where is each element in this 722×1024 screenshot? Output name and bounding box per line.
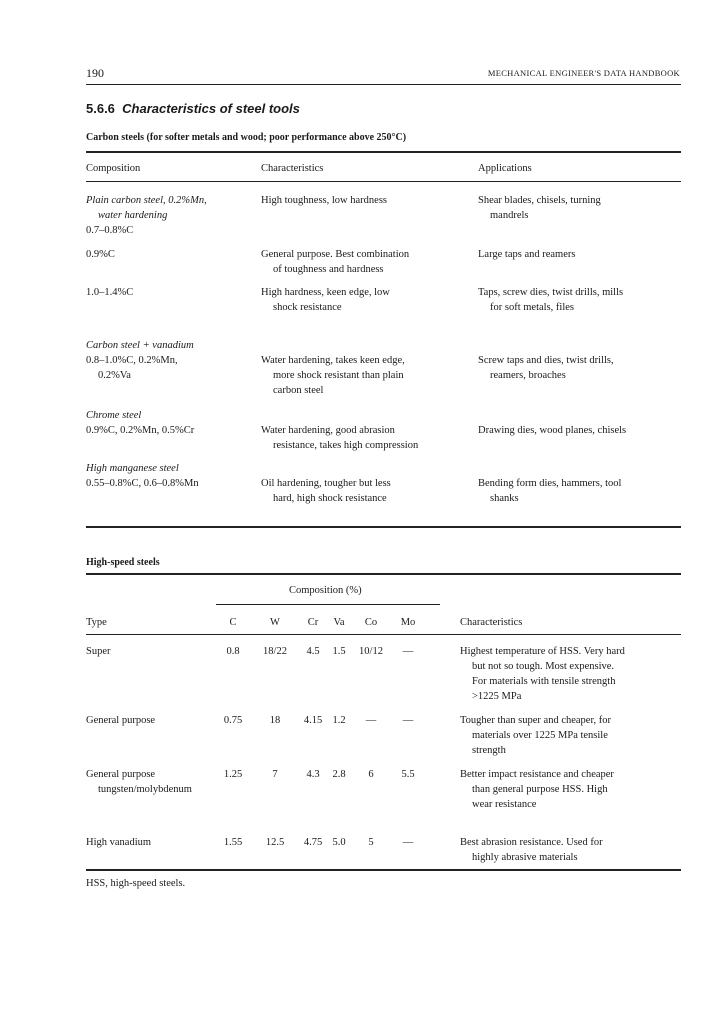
characteristics-cell: Better impact resistance and cheaper than general purpose HSS. High wear resistance xyxy=(460,769,614,810)
column-header-composition: Composition xyxy=(86,163,141,174)
applications-cell: Screw taps and dies, twist drills, reamers, broaches xyxy=(478,355,614,381)
table-row: High vanadium xyxy=(86,837,152,848)
characteristics-cell: Oil hardening, tougher but less hard, high shock resistance xyxy=(261,478,391,504)
high-speed-steels-heading: High-speed steels xyxy=(86,557,160,568)
table-rule xyxy=(86,573,681,575)
table-rule xyxy=(86,181,681,182)
characteristics-cell: Water hardening, takes keen edge, more shock resistant than plain carbon steel xyxy=(261,355,405,396)
value-co: 6 xyxy=(368,769,374,780)
column-header-applications: Applications xyxy=(478,163,532,174)
column-header-characteristics: Characteristics xyxy=(261,163,324,174)
value-cr: 4.3 xyxy=(306,769,320,780)
value-cr: 4.75 xyxy=(303,837,323,848)
column-header-va: Va xyxy=(333,617,345,628)
characteristics-cell: High hardness, keen edge, low shock resistance xyxy=(261,287,390,313)
column-header-mo: Mo xyxy=(400,617,416,628)
value-mo: — xyxy=(402,715,414,726)
table-row: Plain carbon steel, 0.2%Mn, water hardening 0.7–0.8%C xyxy=(86,195,207,236)
value-co: 5 xyxy=(368,837,374,848)
value-co: — xyxy=(365,715,377,726)
row-label: Chrome steel xyxy=(86,410,142,421)
column-header-type: Type xyxy=(86,617,107,628)
characteristics-cell: General purpose. Best combination of toughness and hardness xyxy=(261,249,410,275)
table-row: 1.0–1.4%C xyxy=(86,287,134,298)
value-va: 5.0 xyxy=(332,837,346,848)
running-title: MECHANICAL ENGINEER'S DATA HANDBOOK xyxy=(487,68,680,78)
value-w: 7 xyxy=(272,769,278,780)
table-row: General purpose xyxy=(86,715,156,726)
page-number: 190 xyxy=(86,66,104,80)
row-label: Carbon steel + vanadium xyxy=(86,340,194,351)
characteristics-cell: Water hardening, good abrasion resistance, takes high compression xyxy=(261,425,419,451)
table-row: 0.9%C xyxy=(86,249,115,260)
value-c: 0.75 xyxy=(223,715,243,726)
value-cr: 4.15 xyxy=(303,715,323,726)
table-row: Carbon steel + vanadium 0.8–1.0%C, 0.2%Mn, 0.2%Va xyxy=(86,340,194,381)
column-header-co: Co xyxy=(364,617,378,628)
applications-cell: Taps, screw dies, twist drills, mills for soft metals, files xyxy=(478,287,624,313)
footnote: HSS, high-speed steels. xyxy=(86,878,186,889)
table-rule xyxy=(86,151,681,153)
value-c: 1.55 xyxy=(223,837,243,848)
column-header-w: W xyxy=(270,617,280,628)
applications-cell: Large taps and reamers xyxy=(478,249,576,260)
column-header-c: C xyxy=(229,617,237,628)
value-c: 0.8 xyxy=(226,646,240,657)
value-w: 18 xyxy=(269,715,281,726)
applications-cell: Drawing dies, wood planes, chisels xyxy=(478,425,627,436)
value-va: 1.5 xyxy=(332,646,346,657)
value-w: 18/22 xyxy=(263,646,287,657)
table-row: Super xyxy=(86,646,111,657)
value-co: 10/12 xyxy=(359,646,383,657)
table-row: Chrome steel 0.9%C, 0.2%Mn, 0.5%Cr xyxy=(86,410,195,436)
table-row: General purpose tungsten/molybdenum xyxy=(86,769,192,795)
row-label: High manganese steel xyxy=(86,463,179,474)
value-c: 1.25 xyxy=(223,769,243,780)
group-header-rule xyxy=(216,604,440,605)
table-rule xyxy=(86,526,681,528)
table-rule xyxy=(86,634,681,635)
characteristics-cell: High toughness, low hardness xyxy=(261,195,387,206)
value-mo: — xyxy=(402,646,414,657)
characteristics-cell: Highest temperature of HSS. Very hard but not so tough. Most expensive. For materials with tensile strength >1225 MPa xyxy=(460,646,625,702)
table-row: High manganese steel 0.55–0.8%C, 0.6–0.8%Mn xyxy=(86,463,199,489)
column-header-characteristics: Characteristics xyxy=(460,617,523,628)
section-title-text: Characteristics of steel tools xyxy=(122,101,300,116)
section-number: 5.6.6 xyxy=(86,101,115,116)
characteristics-cell: Tougher than super and cheaper, for materials over 1225 MPa tensile strength xyxy=(460,715,612,756)
composition-group-header: Composition (%) xyxy=(289,585,362,596)
section-title xyxy=(86,101,300,116)
applications-cell: Shear blades, chisels, turning mandrels xyxy=(478,195,601,221)
value-va: 1.2 xyxy=(332,715,346,726)
column-header-cr: Cr xyxy=(307,617,319,628)
value-va: 2.8 xyxy=(332,769,346,780)
value-mo: 5.5 xyxy=(401,769,415,780)
carbon-steels-heading: Carbon steels (for softer metals and wood; poor performance above 250°C) xyxy=(86,132,407,143)
applications-cell: Bending form dies, hammers, tool shanks xyxy=(478,478,622,504)
header-rule xyxy=(86,84,681,85)
value-w: 12.5 xyxy=(265,837,285,848)
value-cr: 4.5 xyxy=(306,646,320,657)
value-mo: — xyxy=(402,837,414,848)
table-rule xyxy=(86,869,681,871)
characteristics-cell: Best abrasion resistance. Used for highly abrasive materials xyxy=(460,837,603,863)
